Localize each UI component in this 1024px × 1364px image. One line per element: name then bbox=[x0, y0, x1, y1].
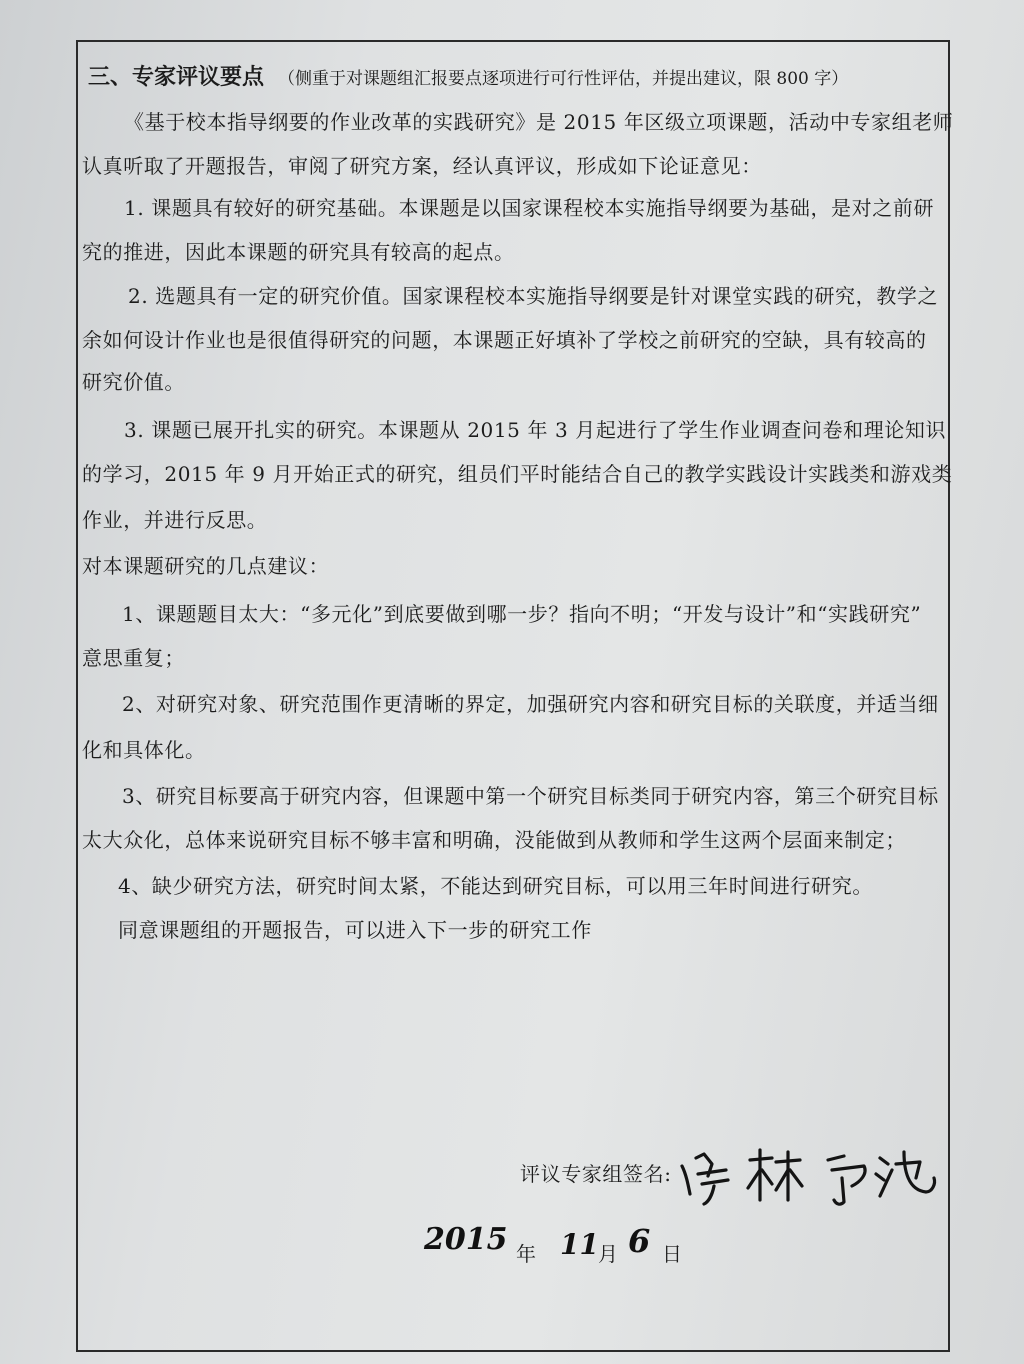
date-day-unit: 日 bbox=[662, 1242, 683, 1266]
paragraph-line: 认真听取了开题报告，审阅了研究方案，经认真评议，形成如下论证意见： bbox=[82, 154, 762, 178]
paragraph-line: 同意课题组的开题报告，可以进入下一步的研究工作 bbox=[118, 918, 592, 942]
paragraph-line: 的学习，2015 年 9 月开始正式的研究，组员们平时能结合自己的教学实践设计实践类和游戏类 bbox=[82, 462, 953, 486]
paragraph-line: 究的推进，因此本课题的研究具有较高的起点。 bbox=[82, 240, 515, 264]
signature-label: 评议专家组签名: bbox=[520, 1162, 672, 1186]
date-year-unit: 年 bbox=[516, 1242, 537, 1266]
paragraph-line: 对本课题研究的几点建议： bbox=[82, 554, 330, 578]
paragraph-line: 1. 课题具有较好的研究基础。本课题是以国家课程校本实施指导纲要为基础，是对之前研 bbox=[124, 196, 935, 220]
paragraph-line: 2. 选题具有一定的研究价值。国家课程校本实施指导纲要是针对课堂实践的研究，教学之 bbox=[128, 284, 939, 308]
paragraph-line: 意思重复； bbox=[82, 646, 185, 670]
paragraph-line: 3. 课题已展开扎实的研究。本课题从 2015 年 3 月起进行了学生作业调查问卷和理论知识 bbox=[124, 418, 947, 442]
paragraph-line: 3、研究目标要高于研究内容，但课题中第一个研究目标类同于研究内容，第三个研究目标 bbox=[122, 784, 939, 808]
paragraph-line: 作业，并进行反思。 bbox=[82, 508, 268, 532]
handwritten-signature bbox=[668, 1140, 940, 1210]
date-day: 6 bbox=[628, 1222, 651, 1260]
paragraph-line: 2、对研究对象、研究范围作更清晰的界定，加强研究内容和研究目标的关联度，并适当细 bbox=[122, 692, 939, 716]
paragraph-line: 1、课题题目太大：“多元化”到底要做到哪一步？指向不明；“开发与设计”和“实践研究” bbox=[122, 602, 922, 626]
date-month-unit: 月 bbox=[598, 1242, 619, 1266]
date-month: 11 bbox=[560, 1228, 599, 1261]
paragraph-line: 研究价值。 bbox=[82, 370, 185, 394]
section-heading: 三、专家评议要点 bbox=[88, 65, 265, 90]
date-year: 2015 bbox=[424, 1222, 508, 1257]
paragraph-line: 《基于校本指导纲要的作业改革的实践研究》是 2015 年区级立项课题，活动中专家组老师 bbox=[124, 110, 954, 134]
section-note: （侧重于对课题组汇报要点逐项进行可行性评估，并提出建议，限 800 字） bbox=[278, 69, 849, 89]
paragraph-line: 4、缺少研究方法，研究时间太紧，不能达到研究目标，可以用三年时间进行研究。 bbox=[118, 874, 873, 898]
paragraph-line: 余如何设计作业也是很值得研究的问题，本课题正好填补了学校之前研究的空缺，具有较高的 bbox=[82, 328, 927, 352]
paragraph-line: 太大众化，总体来说研究目标不够丰富和明确，没能做到从教师和学生这两个层面来制定； bbox=[82, 828, 906, 852]
paragraph-line: 化和具体化。 bbox=[82, 738, 206, 762]
